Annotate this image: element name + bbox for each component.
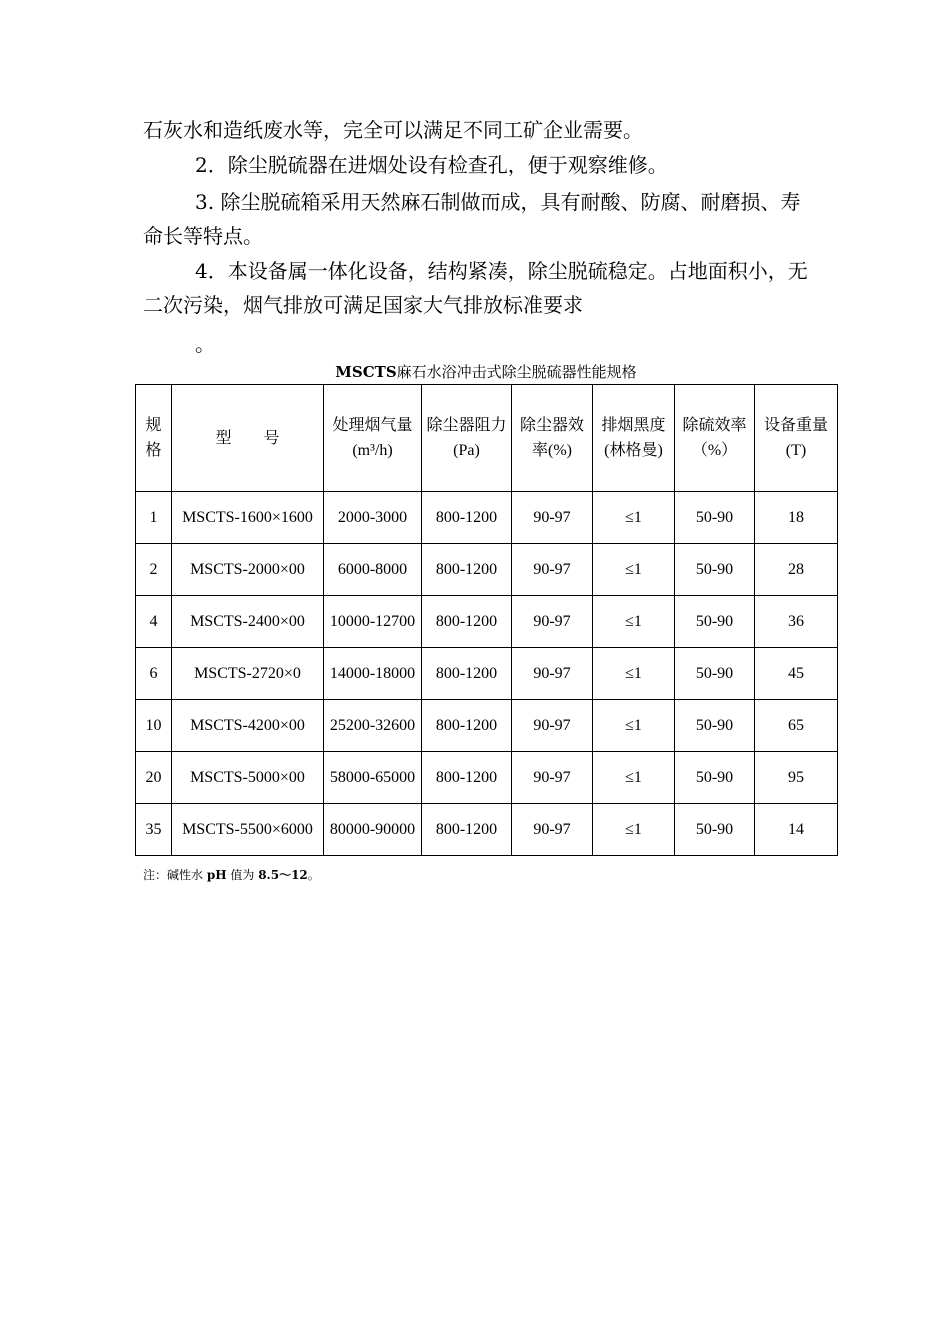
table-cell: 4 xyxy=(136,596,172,648)
table-cell: 50-90 xyxy=(675,648,755,700)
table-cell: 20 xyxy=(136,752,172,804)
table-cell: MSCTS-5000×00 xyxy=(172,752,324,804)
table-note xyxy=(143,866,320,884)
paragraph-2: 2．除尘脱硫器在进烟处设有检查孔，便于观察维修。 xyxy=(195,153,668,177)
table-cell: 28 xyxy=(755,544,838,596)
table-cell: ≤1 xyxy=(593,596,675,648)
table-cell: 65 xyxy=(755,700,838,752)
table-cell: MSCTS-2000×00 xyxy=(172,544,324,596)
table-body xyxy=(136,492,838,856)
table-cell: 10000-12700 xyxy=(324,596,422,648)
table-cell: 35 xyxy=(136,804,172,856)
table-cell: MSCTS-5500×6000 xyxy=(172,804,324,856)
table-cell: ≤1 xyxy=(593,648,675,700)
table-cell: MSCTS-4200×00 xyxy=(172,700,324,752)
table-cell: ≤1 xyxy=(593,492,675,544)
paragraph-5: 。 xyxy=(195,332,215,356)
table-cell: 50-90 xyxy=(675,492,755,544)
table-row xyxy=(136,648,838,700)
table-cell: 800-1200 xyxy=(422,492,512,544)
table-row xyxy=(136,544,838,596)
table-cell: 2 xyxy=(136,544,172,596)
header-cell: 除尘器阻力(Pa) xyxy=(422,385,512,492)
table-cell: 14000-18000 xyxy=(324,648,422,700)
table-row xyxy=(136,492,838,544)
table-cell: 800-1200 xyxy=(422,544,512,596)
table-cell: 90-97 xyxy=(512,700,593,752)
table-cell: ≤1 xyxy=(593,804,675,856)
table-row xyxy=(136,804,838,856)
table-cell: 90-97 xyxy=(512,648,593,700)
table-row xyxy=(136,752,838,804)
header-cell: 设备重量(T) xyxy=(755,385,838,492)
header-cell: 规格 xyxy=(136,385,172,492)
table-cell: MSCTS-2720×0 xyxy=(172,648,324,700)
caption-title: 麻石水浴冲击式除尘脱硫器性能规格 xyxy=(396,363,637,381)
table-cell: 2000-3000 xyxy=(324,492,422,544)
table-cell: 90-97 xyxy=(512,804,593,856)
header-cell: 除硫效率（%） xyxy=(675,385,755,492)
table-caption xyxy=(135,362,837,382)
table-cell: 800-1200 xyxy=(422,596,512,648)
note-middle: 值为 xyxy=(226,868,259,882)
table-row xyxy=(136,596,838,648)
table-cell: 45 xyxy=(755,648,838,700)
note-suffix: 。 xyxy=(307,868,320,882)
table-cell: 95 xyxy=(755,752,838,804)
table-cell: 50-90 xyxy=(675,804,755,856)
table-cell: 6 xyxy=(136,648,172,700)
paragraph-3: 3. 除尘脱硫箱采用天然麻石制做而成，具有耐酸、防腐、耐磨损、寿命长等特点。 xyxy=(143,190,801,248)
paragraph-4: 4．本设备属一体化设备，结构紧凑，除尘脱硫稳定。占地面积小，无二次污染，烟气排放可满足国家大气排放标准要求 xyxy=(143,259,808,317)
spec-table xyxy=(135,384,838,856)
table-cell: 10 xyxy=(136,700,172,752)
table-cell: 90-97 xyxy=(512,492,593,544)
note-ph: pH xyxy=(206,868,227,882)
header-cell: 型 号 xyxy=(172,385,324,492)
table-cell: ≤1 xyxy=(593,752,675,804)
table-cell: 800-1200 xyxy=(422,648,512,700)
table-cell: 50-90 xyxy=(675,596,755,648)
note-range: 8.5～12 xyxy=(258,868,308,882)
table-cell: 14 xyxy=(755,804,838,856)
header-row xyxy=(136,385,838,492)
table-cell: 1 xyxy=(136,492,172,544)
header-cell: 除尘器效率(%) xyxy=(512,385,593,492)
table-cell: ≤1 xyxy=(593,700,675,752)
table-row xyxy=(136,700,838,752)
header-cell: 处理烟气量(m³/h) xyxy=(324,385,422,492)
table-cell: 50-90 xyxy=(675,700,755,752)
table-cell: 800-1200 xyxy=(422,804,512,856)
table-cell: 800-1200 xyxy=(422,700,512,752)
table-cell: 50-90 xyxy=(675,544,755,596)
table-cell: 90-97 xyxy=(512,596,593,648)
table-cell: 25200-32600 xyxy=(324,700,422,752)
table-cell: 58000-65000 xyxy=(324,752,422,804)
table-cell: 36 xyxy=(755,596,838,648)
table-cell: 6000-8000 xyxy=(324,544,422,596)
table-cell: 80000-90000 xyxy=(324,804,422,856)
table-cell: 90-97 xyxy=(512,752,593,804)
note-prefix: 注：碱性水 xyxy=(143,868,207,882)
table-cell: MSCTS-2400×00 xyxy=(172,596,324,648)
table-cell: ≤1 xyxy=(593,544,675,596)
table-cell: 90-97 xyxy=(512,544,593,596)
caption-model: MSCTS xyxy=(335,363,397,381)
header-cell: 排烟黑度(林格曼) xyxy=(593,385,675,492)
table-cell: 50-90 xyxy=(675,752,755,804)
table-header xyxy=(136,385,838,492)
paragraph-1: 石灰水和造纸废水等，完全可以满足不同工矿企业需要。 xyxy=(143,118,643,142)
table-cell: MSCTS-1600×1600 xyxy=(172,492,324,544)
table-cell: 18 xyxy=(755,492,838,544)
table-cell: 800-1200 xyxy=(422,752,512,804)
